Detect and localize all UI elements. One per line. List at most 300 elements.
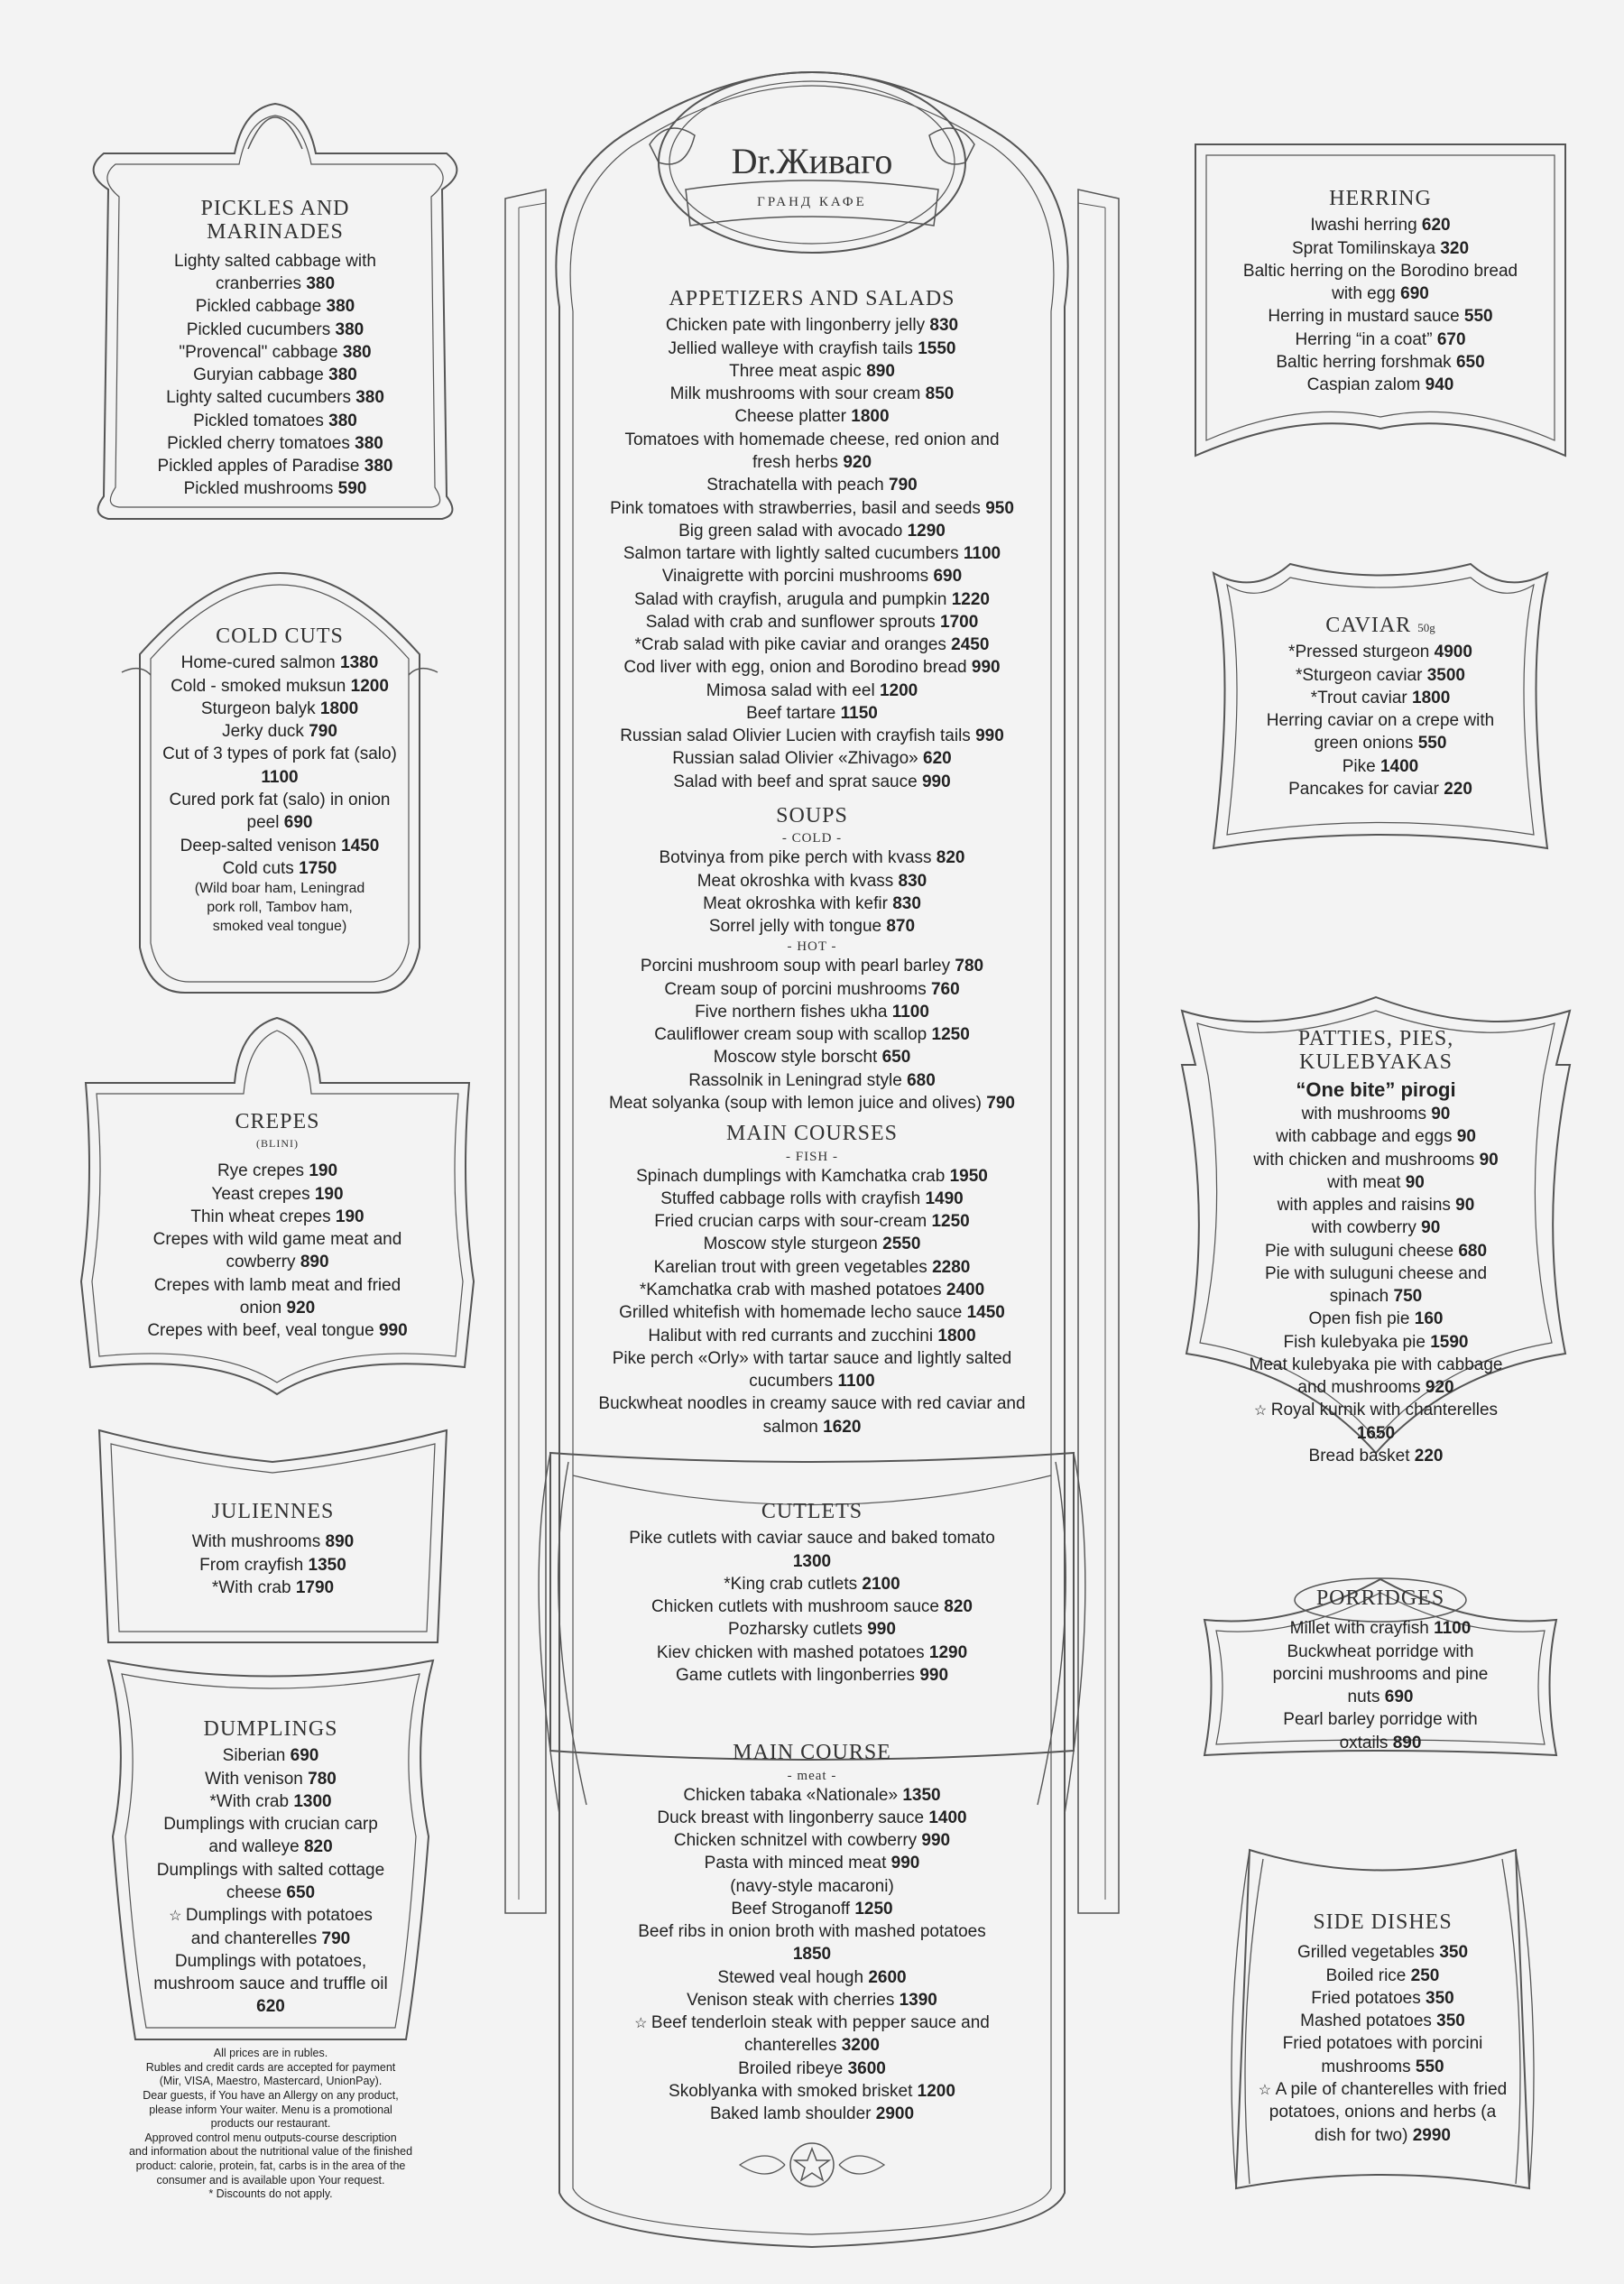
footnote-line: products our restaurant.: [210, 2117, 331, 2131]
menu-item-name: Fried crucian carps with sour-cream: [654, 1212, 927, 1232]
menu-item-price: 790: [889, 476, 918, 495]
menu-item: [604, 771, 1020, 793]
menu-item-price: 990: [921, 1831, 951, 1851]
menu-item-price: 2280: [932, 1257, 971, 1277]
menu-item-name: Yeast crepes: [211, 1184, 310, 1204]
appetizers-list: [487, 314, 1137, 793]
menu-item-name: Pike: [1342, 756, 1376, 776]
patties-subtitle: “One bite” pirogi: [1296, 1077, 1456, 1101]
sides-title: SIDE DISHES: [1313, 1910, 1453, 1934]
menu-item: [623, 1664, 1001, 1687]
menu-item: [95, 1554, 451, 1577]
caviar-unit: 50g: [1417, 621, 1435, 634]
dumplings-list: [95, 1744, 447, 2018]
menu-item: [623, 2057, 1001, 2080]
menu-item-name: Chicken pate with lingonberry jelly: [665, 316, 926, 336]
menu-item-price: 1800: [319, 698, 359, 718]
menu-item: [1272, 1641, 1489, 1709]
menu-item: [1259, 755, 1502, 778]
menu-item: [158, 857, 401, 880]
menu-item-name: with apples and raisins: [1277, 1196, 1451, 1216]
menu-item: [604, 747, 1020, 770]
menu-item-name: Cauliflower cream soup with scallop: [654, 1025, 927, 1045]
menu-item-price: 1350: [902, 1785, 941, 1805]
menu-item-name: Boiled rice: [1325, 1965, 1407, 1985]
main-meat-subtitle: - meat -: [787, 1768, 837, 1783]
menu-item-price: 920: [843, 452, 872, 472]
herring-title: HERRING: [1329, 187, 1432, 210]
menu-item-name: Karelian trout with green vegetables: [653, 1257, 927, 1277]
menu-item-price: 1300: [792, 1551, 832, 1571]
menu-item-name: Beef ribs in onion broth with mashed potatoes: [638, 1922, 986, 1942]
menu-item-price: 2600: [868, 1967, 907, 1987]
menu-item: [595, 1301, 1029, 1324]
menu-item-price: 820: [936, 848, 965, 868]
menu-item-price: 1450: [966, 1303, 1005, 1323]
porridges-title: PORRIDGES: [1315, 1586, 1445, 1610]
menu-item-price: 1800: [1412, 688, 1451, 707]
menu-item-name: Grilled vegetables: [1296, 1943, 1435, 1963]
menu-item: [604, 497, 1020, 520]
menu-item-name: Dumplings with crucian carp and walleye: [163, 1815, 378, 1857]
menu-item-name: Salad with crab and sunflower sprouts: [645, 612, 936, 632]
menu-item-name: Botvinya from pike perch with kvass: [659, 848, 932, 868]
star-emblem-icon: [722, 2138, 902, 2192]
menu-item-name: with cowberry: [1311, 1218, 1416, 1238]
menu-item: [131, 386, 420, 409]
menu-item: [131, 477, 420, 500]
menu-item-price: 1220: [951, 589, 990, 609]
menu-item-name: Open fish pie: [1308, 1309, 1410, 1329]
cutlets-list: [487, 1527, 1137, 1687]
menu-item-price: 1400: [1379, 756, 1419, 776]
menu-item: [134, 1183, 422, 1206]
menu-item: [131, 341, 420, 364]
cold-cuts-list: [104, 652, 456, 880]
menu-item-name: From crayfish: [199, 1555, 304, 1575]
menu-item: [604, 656, 1020, 679]
patties-title: PATTIES, PIES, KULEBYAKAS: [1297, 1027, 1454, 1075]
menu-item: [131, 250, 420, 296]
menu-item-name: Jerky duck: [222, 722, 304, 742]
menu-item-name: Pickled cherry tomatoes: [167, 433, 350, 453]
menu-item-name: Chicken tabaka «Nationale»: [683, 1785, 899, 1805]
menu-item-price: 1290: [928, 1642, 968, 1662]
menu-item-price: 2550: [882, 1234, 921, 1254]
menu-item-name: Jellied walleye with crayfish tails: [668, 338, 913, 358]
menu-item-price: 1100: [891, 1002, 929, 1022]
sides-panel: [1213, 1836, 1552, 2202]
star-icon: ☆: [169, 1909, 186, 1925]
menu-item-price: 920: [1425, 1378, 1454, 1398]
menu-item-name: Game cutlets with lingonberries: [675, 1665, 916, 1685]
menu-item: [1257, 2010, 1509, 2032]
menu-item-price: 1620: [823, 1417, 862, 1437]
menu-item-name: Guryian cabbage: [193, 365, 324, 385]
menu-item-price: 990: [378, 1321, 408, 1341]
menu-item: [131, 364, 420, 386]
footnote-line: product: calorie, protein, fat, carbs is in the area of the: [135, 2159, 406, 2172]
menu-item-name: Porcini mushroom soup with pearl barley: [640, 957, 951, 976]
menu-item-price: 940: [1425, 375, 1454, 395]
menu-item-name: "Provencal" cabbage: [179, 342, 338, 362]
menu-item: [604, 588, 1020, 611]
menu-item-name: Bread basket: [1308, 1447, 1410, 1466]
menu-item-price: 920: [286, 1298, 316, 1318]
menu-item-name: Pike perch «Orly» with tartar sauce and lightly salted cucumbers: [612, 1348, 1012, 1392]
menu-item: [559, 1046, 1065, 1068]
dumplings-panel: [95, 1656, 447, 2044]
menu-item-name: Moscow style sturgeon: [703, 1234, 878, 1254]
menu-item: [604, 702, 1020, 725]
menu-item: [95, 1530, 451, 1553]
menu-item-price: 780: [955, 957, 984, 976]
soups-cold-list: [487, 846, 1137, 938]
menu-item-name: Dumplings with salted cottage cheese: [156, 1860, 385, 1902]
menu-item: [604, 565, 1020, 587]
menu-item-price: 1650: [1356, 1423, 1396, 1443]
menu-item: [1241, 1262, 1511, 1308]
menu-item-price: 830: [892, 893, 921, 913]
menu-item-name: *Kamchatka crab with mashed potatoes: [639, 1281, 942, 1299]
menu-item-price: 990: [890, 1854, 920, 1873]
menu-item-name: Salad with crayfish, arugula and pumpkin: [634, 589, 947, 609]
menu-item-price: 1290: [907, 521, 946, 541]
menu-item-name: Beef tenderloin steak with pepper sauce and chanterelles: [651, 2013, 990, 2056]
menu-item-price: 890: [300, 1253, 329, 1272]
juliennes-list: [95, 1530, 451, 1599]
menu-item-name: Beef tartare: [746, 703, 836, 723]
menu-item-name: Vinaigrette with porcini mushrooms: [661, 567, 929, 587]
menu-item-price: 1250: [931, 1212, 970, 1232]
menu-item-price: 380: [364, 457, 393, 476]
menu-item-name: Herring “in a coat”: [1295, 329, 1433, 349]
menu-item: [153, 1904, 388, 1950]
footnote-line: Rubles and credit cards are accepted for payment: [145, 2060, 396, 2074]
menu-item: [623, 1852, 1001, 1874]
menu-item-name: Pie with suluguni cheese and spinach: [1264, 1263, 1488, 1307]
menu-item: [595, 1233, 1029, 1255]
menu-item-price: 160: [1414, 1309, 1444, 1329]
cold-cuts-note: (Wild boar ham, Leningrad pork roll, Tambov ham, smoked veal tongue): [194, 881, 365, 934]
menu-item-name: Big green salad with avocado: [678, 521, 903, 541]
menu-item: [1241, 1103, 1511, 1125]
menu-item: [604, 314, 1020, 337]
menu-item-price: 320: [1440, 238, 1470, 258]
herring-list: [1191, 214, 1570, 396]
menu-item: [595, 1256, 1029, 1279]
menu-item-price: 190: [335, 1207, 364, 1226]
menu-item-name: Meat okroshka with kvass: [697, 871, 894, 891]
menu-item: [604, 360, 1020, 383]
menu-item-price: 2990: [1412, 2125, 1452, 2145]
menu-item-name: Meat okroshka with kefir: [703, 893, 888, 913]
footnote-line: * Discounts do not apply.: [208, 2187, 333, 2201]
menu-item-price: 1100: [261, 767, 299, 787]
menu-item-name: Cheese platter: [734, 407, 846, 427]
menu-item-name: Cold - smoked muksun: [171, 676, 346, 696]
menu-item-name: Pickled apples of Paradise: [157, 457, 360, 476]
menu-item-name: Pickled tomatoes: [193, 411, 324, 430]
menu-item: [595, 1165, 1029, 1188]
menu-item: [1236, 374, 1525, 396]
menu-item: [1257, 1987, 1509, 2010]
menu-item-price: 90: [1456, 1127, 1476, 1147]
menu-item-price: 190: [314, 1184, 344, 1204]
caviar-panel: [1200, 559, 1561, 857]
menu-item-price: 2900: [875, 2104, 915, 2124]
menu-item: [595, 1188, 1029, 1210]
menu-item-name: Rye crepes: [217, 1161, 305, 1181]
menu-item-price: 830: [898, 871, 927, 891]
menu-item-name: Kiev chicken with mashed potatoes: [656, 1642, 925, 1662]
menu-item-name: Pickled cucumbers: [186, 319, 331, 339]
menu-item-name: Royal kurnik with chanterelles: [1270, 1401, 1499, 1420]
menu-item-name: Pozharsky cutlets: [728, 1620, 863, 1640]
menu-item-name: Pearl barley porridge with oxtails: [1283, 1710, 1478, 1752]
menu-item: [604, 405, 1020, 428]
menu-item: [604, 611, 1020, 633]
dumplings-title: DUMPLINGS: [203, 1717, 338, 1741]
menu-item-name: Cream soup of porcini mushrooms: [664, 979, 927, 999]
menu-item: [559, 955, 1065, 977]
menu-item-price: 1850: [792, 1945, 832, 1965]
menu-item: [595, 1279, 1029, 1301]
menu-item-price: 1700: [940, 612, 979, 632]
juliennes-title: JULIENNES: [211, 1500, 335, 1523]
footnote-line: Dear guests, if You have an Allergy on any product,: [143, 2088, 399, 2102]
menu-item-name: Spinach dumplings with Kamchatka crab: [636, 1166, 946, 1186]
menu-item: [158, 789, 401, 835]
menu-item-name: Three meat aspic: [729, 361, 862, 381]
menu-item-name: Deep-salted venison: [180, 836, 337, 855]
menu-item: [604, 429, 1020, 475]
menu-item-price: 380: [326, 297, 355, 317]
pickles-title: PICKLES AND MARINADES: [200, 197, 350, 245]
menu-item: [623, 1966, 1001, 1989]
menu-item: [153, 1768, 388, 1790]
menu-item-price: 90: [1405, 1172, 1425, 1192]
menu-item-name: with cabbage and eggs: [1276, 1127, 1453, 1147]
menu-item-price: 1350: [308, 1555, 346, 1575]
menu-item-name: Dumplings with potatoes, mushroom sauce and truffle oil: [153, 1951, 388, 1994]
menu-item: [158, 835, 401, 857]
footnote-line: and information about the nutritional value of the finished: [128, 2145, 413, 2159]
menu-item: [1257, 2032, 1509, 2078]
menu-item: [604, 725, 1020, 747]
menu-item-name: Pie with suluguni cheese: [1264, 1241, 1454, 1261]
menu-item-price: 1800: [937, 1326, 976, 1345]
menu-item: [559, 846, 1065, 869]
menu-item-name: Cod liver with egg, onion and Borodino bread: [623, 658, 967, 678]
menu-item-price: 380: [355, 433, 383, 453]
menu-item: [623, 1573, 1001, 1595]
menu-item-name: Tomatoes with homemade cheese, red onion and fresh herbs: [624, 430, 1000, 472]
menu-item-name: Caspian zalom: [1306, 375, 1421, 395]
cutlets-title: CUTLETS: [761, 1499, 863, 1523]
menu-item-price: 620: [923, 749, 952, 769]
menu-item-price: 550: [1463, 307, 1493, 327]
menu-item-price: 870: [886, 917, 916, 937]
menu-item-price: 1380: [340, 653, 379, 673]
menu-item: [131, 319, 420, 341]
menu-item-name: Stuffed cabbage rolls with crayfish: [660, 1188, 921, 1208]
menu-item-name: with meat: [1327, 1172, 1401, 1192]
menu-item-price: 850: [925, 384, 955, 404]
menu-item-price: 380: [342, 342, 372, 362]
menu-item-price: 220: [1414, 1447, 1444, 1466]
menu-item-price: 1790: [295, 1577, 335, 1597]
menu-item-name: Herring in mustard sauce: [1268, 307, 1460, 327]
menu-item: [623, 2103, 1001, 2125]
menu-item-name: Russian salad Olivier Lucien with crayfish tails: [620, 726, 971, 746]
menu-item-name: Iwashi herring: [1310, 216, 1417, 236]
menu-item: [1241, 1331, 1511, 1354]
cold-cuts-title: COLD CUTS: [216, 624, 344, 648]
menu-item-price: 1590: [1430, 1332, 1469, 1352]
menu-item: [131, 410, 420, 432]
menu-item-name: Fish kulebyaka pie: [1283, 1332, 1426, 1352]
menu-item: [623, 1920, 1001, 1966]
logo-text: Dr.Живаго: [731, 141, 893, 181]
menu-item: [1241, 1399, 1511, 1445]
menu-item: [158, 743, 401, 789]
menu-item: [1241, 1240, 1511, 1262]
main-meat-list: [487, 1784, 1137, 2126]
menu-item: [1241, 1308, 1511, 1330]
menu-item-name: *With crab: [211, 1577, 291, 1597]
caviar-list: [1200, 641, 1561, 800]
menu-item: [623, 2080, 1001, 2103]
menu-item-name: Home-cured salmon: [180, 653, 336, 673]
menu-item-name: Salad with beef and sprat sauce: [673, 772, 918, 791]
menu-item-price: 690: [1400, 284, 1429, 304]
menu-item-price: 550: [1415, 2057, 1444, 2076]
menu-item-price: 1100: [837, 1372, 875, 1392]
menu-item-price: 890: [1392, 1733, 1422, 1752]
pickles-list: [63, 250, 487, 501]
menu-item-price: 790: [309, 722, 337, 742]
menu-item-price: 650: [286, 1882, 316, 1902]
menu-item: [153, 1813, 388, 1859]
menu-item: [134, 1160, 422, 1182]
menu-item: [559, 1001, 1065, 1023]
crepes-list: [68, 1160, 487, 1342]
patties-list: [1177, 1103, 1574, 1467]
menu-item-price: 1200: [879, 680, 918, 700]
menu-item-name: Sorrel jelly with tongue: [708, 917, 882, 937]
menu-item-price: 3200: [841, 2036, 880, 2056]
menu-item-name: Crepes with beef, veal tongue: [147, 1321, 374, 1341]
menu-item-price: 950: [985, 498, 1014, 518]
menu-item: [1257, 1965, 1509, 1987]
menu-item-price: 690: [283, 813, 313, 833]
menu-item: [1272, 1617, 1489, 1640]
menu-item: [131, 295, 420, 318]
menu-item-price: 350: [1436, 2011, 1465, 2031]
juliennes-panel: [95, 1426, 451, 1651]
footnote-line: consumer and is available upon Your request.: [156, 2173, 385, 2187]
menu-item-price: 890: [325, 1532, 355, 1552]
menu-item-name: Chicken cutlets with mushroom sauce: [651, 1597, 939, 1617]
menu-item-price: 590: [337, 479, 367, 499]
menu-item-name: Chicken schnitzel with cowberry: [673, 1831, 918, 1851]
menu-item: [623, 1898, 1001, 1920]
star-icon: ☆: [634, 2016, 651, 2032]
menu-item-name: Pike cutlets with caviar sauce and baked tomato: [629, 1529, 995, 1549]
menu-item-name: Cold cuts: [222, 858, 294, 878]
menu-item-price: 380: [306, 274, 336, 294]
soups-hot-list: [487, 955, 1137, 1114]
patties-panel: [1177, 993, 1574, 1466]
porridges-panel: [1200, 1575, 1561, 1764]
menu-item-name: *With crab: [209, 1791, 290, 1811]
menu-item-name: Baked lamb shoulder: [709, 2104, 872, 2124]
menu-item: [623, 1527, 1001, 1573]
menu-item-price: 820: [303, 1837, 333, 1857]
menu-item: [559, 1023, 1065, 1046]
menu-item: [1259, 687, 1502, 709]
menu-item-name: Fried potatoes: [1311, 1988, 1421, 2008]
menu-item-price: 1100: [963, 544, 1001, 564]
menu-item-price: 990: [921, 772, 951, 791]
menu-item-name: Pink tomatoes with strawberries, basil and seeds: [610, 498, 981, 518]
menu-item: [604, 680, 1020, 702]
menu-item-price: 550: [1417, 734, 1447, 754]
menu-item-name: Halibut with red currants and zucchini: [648, 1326, 934, 1345]
pickles-panel: [63, 99, 487, 523]
menu-item: [559, 892, 1065, 915]
menu-item-name: Cut of 3 types of pork fat (salo): [162, 744, 397, 764]
menu-item-name: Grilled whitefish with homemade lecho sauce: [619, 1303, 963, 1323]
main-meat-title: MAIN COURSE: [733, 1741, 891, 1765]
menu-item-price: 620: [256, 1997, 285, 2017]
menu-item-name: Pickled mushrooms: [183, 479, 334, 499]
menu-item-name: Sprat Tomilinskaya: [1291, 238, 1436, 258]
menu-item-price: 90: [1479, 1150, 1499, 1170]
menu-item-name: Lighty salted cabbage with cranberries: [174, 251, 376, 294]
cold-cuts-panel: [104, 569, 456, 1002]
menu-item: [1241, 1194, 1511, 1216]
menu-item: [595, 1347, 1029, 1393]
menu-item: [559, 978, 1065, 1001]
star-icon: ☆: [1253, 1403, 1271, 1419]
footnote-line: All prices are in rubles.: [213, 2047, 328, 2059]
menu-item-price: 820: [944, 1597, 973, 1617]
menu-item: [1259, 641, 1502, 663]
menu-item-price: 760: [930, 979, 960, 999]
menu-item: [153, 1744, 388, 1767]
menu-item: [153, 1950, 388, 2019]
menu-item-price: 3500: [1426, 665, 1466, 685]
menu-item: [158, 720, 401, 743]
menu-item-name: Thin wheat crepes: [190, 1207, 331, 1226]
menu-item: [623, 1595, 1001, 1618]
star-icon: ☆: [1258, 2082, 1276, 2098]
banner-text: ГРАНД КАФЕ: [757, 195, 867, 209]
menu-item-price: 790: [321, 1928, 351, 1948]
menu-item-price: 1490: [925, 1188, 964, 1208]
menu-item-name: Meat kulebyaka pie with cabbage and mushrooms: [1249, 1355, 1503, 1398]
menu-item: [134, 1228, 422, 1274]
menu-item: [134, 1319, 422, 1342]
menu-item: [1272, 1708, 1489, 1754]
menu-item-name: Venison steak with cherries: [687, 1990, 895, 2010]
menu-item: [1241, 1354, 1511, 1400]
main-fish-subtitle: - FISH -: [785, 1149, 838, 1164]
menu-item: [1241, 1171, 1511, 1194]
menu-item-name: Duck breast with lingonberry sauce: [657, 1808, 925, 1827]
